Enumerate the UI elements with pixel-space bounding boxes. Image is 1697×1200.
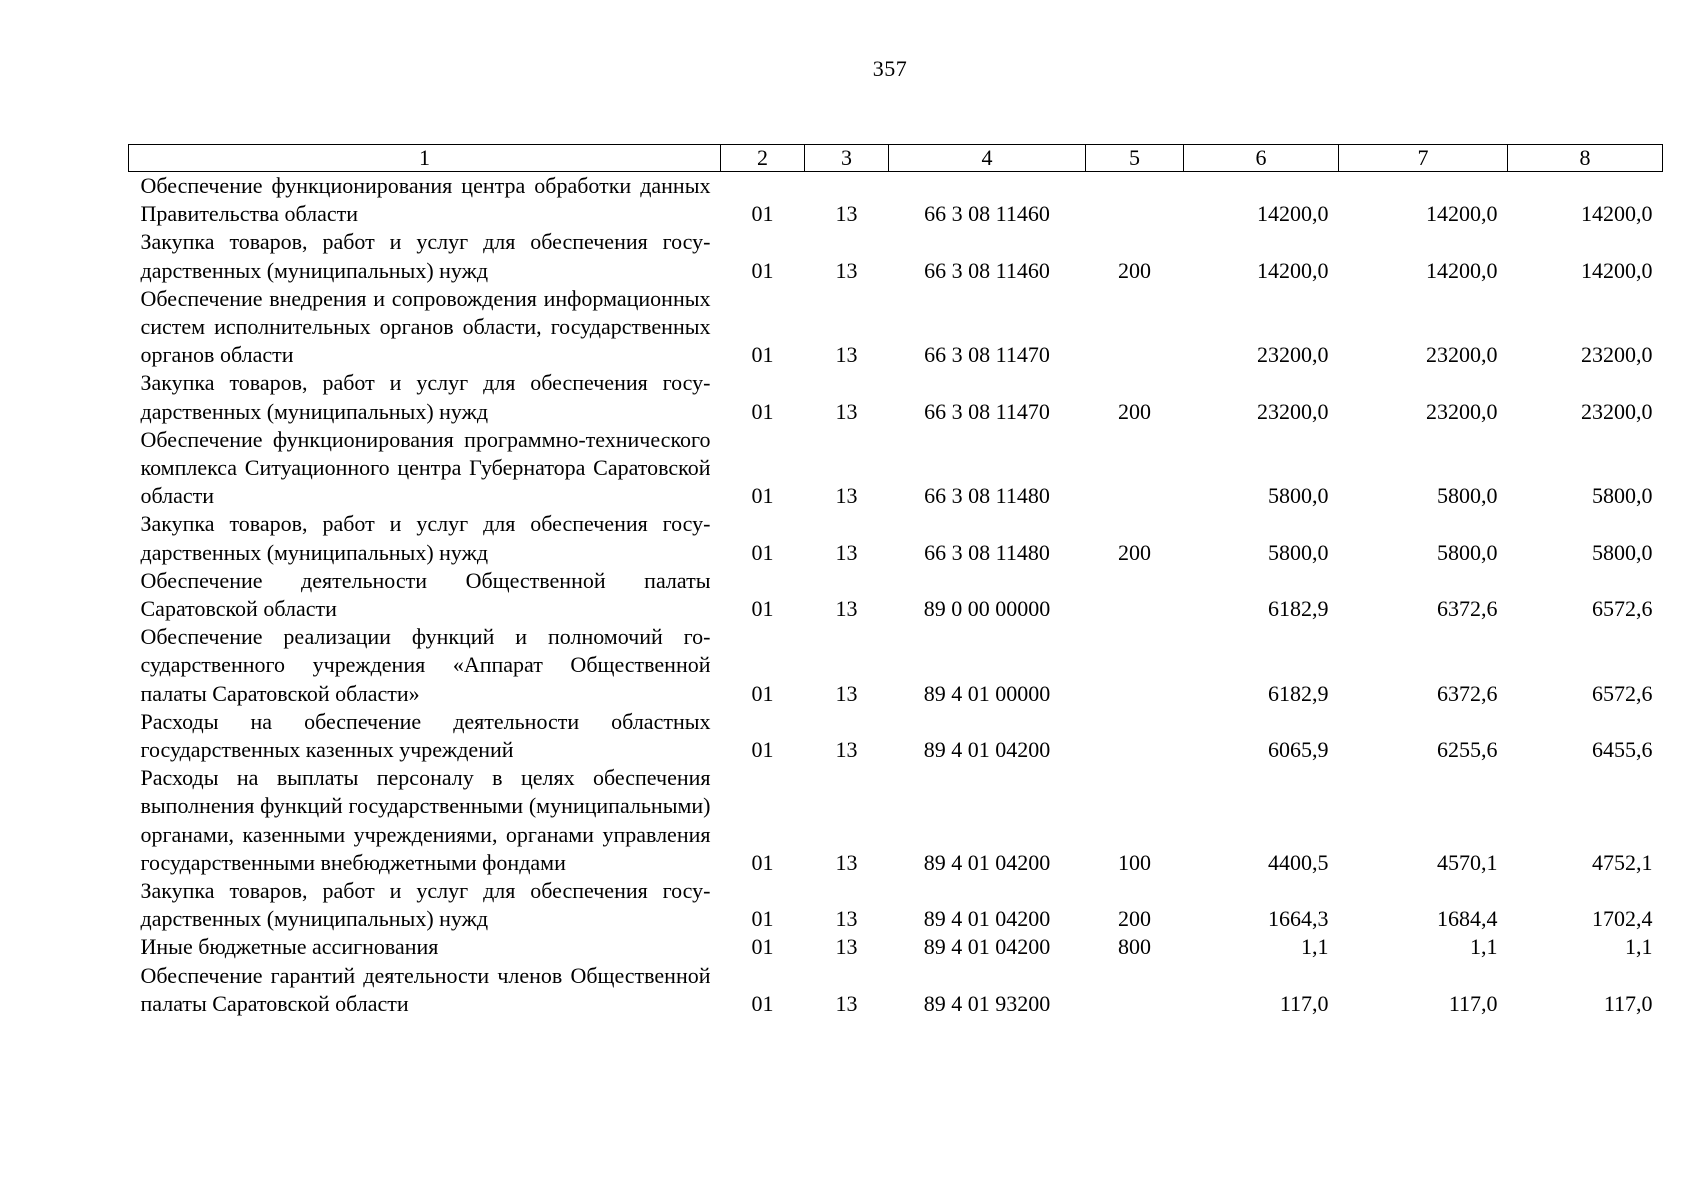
table-row	[129, 426, 1663, 511]
row-amount-col7: 1,1	[1470, 934, 1498, 960]
row-amount-col6: 117,0	[1279, 990, 1329, 1016]
row-amount-col6: 14200,0	[1257, 201, 1329, 227]
row-amount-col7: 6372,6	[1437, 680, 1498, 706]
row-expense-type: 100	[1118, 849, 1151, 875]
row-amount-col7: 23200,0	[1426, 398, 1498, 424]
row-target-article: 66 3 08 11480	[924, 483, 1050, 509]
row-expense-type	[1086, 426, 1184, 511]
row-subsection-code: 13	[835, 906, 858, 932]
row-amount-col6: 5800,0	[1268, 539, 1329, 565]
row-description: Закупка товаров, работ и услуг для обеспечения государственных (муниципальных) нужд	[140, 511, 711, 565]
table-row	[129, 369, 1663, 425]
column-header-4: 4	[889, 145, 1086, 172]
row-amount-col7: 23200,0	[1426, 342, 1498, 368]
row-expense-type: 800	[1118, 934, 1151, 960]
row-section-code: 01	[751, 398, 774, 424]
row-amount-col6: 14200,0	[1257, 257, 1329, 283]
row-amount-col7: 117,0	[1448, 990, 1498, 1016]
row-amount-col7: 6372,6	[1437, 596, 1498, 622]
row-amount-col8: 14200,0	[1581, 257, 1653, 283]
row-amount-col8: 5800,0	[1592, 483, 1653, 509]
row-section-code: 01	[751, 257, 774, 283]
row-description: Обеспечение функционирования центра обработки данных Правительства области	[140, 173, 711, 227]
row-subsection-code: 13	[835, 342, 858, 368]
row-section-code: 01	[751, 906, 774, 932]
row-target-article: 89 4 01 04200	[923, 737, 1051, 763]
row-amount-col7: 14200,0	[1426, 201, 1498, 227]
row-subsection-code: 13	[835, 990, 858, 1016]
row-subsection-code: 13	[835, 849, 858, 875]
row-expense-type: 200	[1118, 906, 1151, 932]
row-description: Закупка товаров, работ и услуг для обеспечения государственных (муниципальных) нужд	[140, 229, 711, 283]
table-row	[129, 285, 1663, 370]
row-target-article: 66 3 08 11470	[924, 342, 1050, 368]
row-amount-col8: 6572,6	[1592, 596, 1653, 622]
row-subsection-code: 13	[835, 680, 858, 706]
row-description: Закупка товаров, работ и услуг для обеспечения государственных (муниципальных) нужд	[140, 370, 711, 424]
row-amount-col8: 4752,1	[1592, 849, 1653, 875]
table-row	[129, 623, 1663, 708]
row-section-code: 01	[751, 539, 774, 565]
row-description: Обеспечение реализации функций и полномочий государственного учреждения «Аппарат Общественной палаты Саратовской области»	[140, 624, 711, 706]
row-expense-type	[1086, 567, 1184, 623]
row-section-code: 01	[751, 680, 774, 706]
column-header-5: 5	[1086, 145, 1184, 172]
row-target-article: 89 4 01 04200	[923, 906, 1051, 932]
row-amount-col6: 5800,0	[1268, 483, 1329, 509]
row-subsection-code: 13	[835, 483, 858, 509]
table-row	[129, 567, 1663, 623]
column-header-7: 7	[1339, 145, 1508, 172]
row-amount-col7: 1684,4	[1437, 906, 1498, 932]
row-section-code: 01	[751, 201, 774, 227]
column-header-1: 1	[129, 145, 721, 172]
table-row	[129, 933, 1663, 961]
row-section-code: 01	[751, 849, 774, 875]
page-number: 357	[872, 56, 908, 81]
row-description: Обеспечение деятельности Общественной палаты Саратовской области	[140, 567, 711, 622]
row-section-code: 01	[751, 483, 774, 509]
row-amount-col8: 1702,4	[1592, 906, 1653, 932]
row-subsection-code: 13	[835, 201, 858, 227]
row-amount-col6: 23200,0	[1257, 342, 1329, 368]
row-amount-col7: 14200,0	[1426, 257, 1498, 283]
row-subsection-code: 13	[835, 737, 858, 763]
table-row	[129, 708, 1663, 764]
row-description: Иные бюджетные ассигнования	[140, 934, 439, 960]
header-row	[129, 145, 1663, 172]
row-subsection-code: 13	[835, 596, 858, 622]
row-description: Обеспечение внедрения и сопровождения информационных систем исполнительных органов области, государственных органов области	[140, 285, 711, 368]
table-body	[129, 172, 1663, 1019]
row-amount-col7: 4570,1	[1437, 849, 1498, 875]
row-description: Расходы на обеспечение деятельности областных государственных казенных учреждений	[140, 708, 711, 763]
row-expense-type	[1086, 285, 1184, 370]
row-amount-col8: 14200,0	[1581, 201, 1653, 227]
row-amount-col6: 23200,0	[1257, 398, 1329, 424]
row-amount-col8: 23200,0	[1581, 342, 1653, 368]
table-row	[129, 962, 1663, 1018]
row-subsection-code: 13	[835, 257, 858, 283]
row-subsection-code: 13	[835, 934, 858, 960]
row-amount-col6: 4400,5	[1268, 849, 1329, 875]
row-description: Закупка товаров, работ и услуг для обеспечения государственных (муниципальных) нужд	[140, 878, 711, 932]
row-amount-col7: 6255,6	[1437, 737, 1498, 763]
row-amount-col7: 5800,0	[1437, 539, 1498, 565]
row-description: Обеспечение функционирования программно-технического комплекса Ситуационного центра Губернатора Саратовской области	[140, 426, 711, 509]
row-amount-col6: 1,1	[1301, 934, 1329, 960]
row-amount-col8: 1,1	[1625, 934, 1653, 960]
row-expense-type	[1086, 623, 1184, 708]
row-target-article: 89 4 01 93200	[923, 990, 1051, 1016]
row-expense-type: 200	[1118, 257, 1151, 283]
row-expense-type	[1086, 962, 1184, 1018]
row-target-article: 89 4 01 04200	[923, 849, 1051, 875]
row-amount-col8: 5800,0	[1592, 539, 1653, 565]
row-target-article: 89 0 00 00000	[923, 596, 1051, 622]
column-header-6: 6	[1184, 145, 1339, 172]
row-description: Обеспечение гарантий деятельности членов Общественной палаты Саратовской области	[140, 962, 711, 1016]
row-amount-col6: 6182,9	[1268, 680, 1329, 706]
row-expense-type: 200	[1118, 539, 1151, 565]
row-target-article: 66 3 08 11480	[924, 539, 1050, 565]
row-target-article: 66 3 08 11460	[924, 201, 1050, 227]
row-amount-col7: 5800,0	[1437, 483, 1498, 509]
row-amount-col8: 23200,0	[1581, 398, 1653, 424]
row-amount-col6: 1664,3	[1268, 906, 1329, 932]
row-target-article: 89 4 01 00000	[923, 680, 1051, 706]
row-target-article: 66 3 08 11470	[924, 398, 1050, 424]
row-section-code: 01	[751, 596, 774, 622]
table-row	[129, 172, 1663, 229]
row-amount-col6: 6182,9	[1268, 596, 1329, 622]
row-target-article: 66 3 08 11460	[924, 257, 1050, 283]
table-row	[129, 764, 1663, 877]
row-section-code: 01	[751, 737, 774, 763]
table-header	[129, 145, 1663, 172]
row-expense-type	[1086, 172, 1184, 229]
row-section-code: 01	[751, 990, 774, 1016]
column-header-8: 8	[1508, 145, 1663, 172]
row-subsection-code: 13	[835, 539, 858, 565]
row-description: Расходы на выплаты персоналу в целях обеспечения выполнения функций государственными (муниципальными) органами, казенными учреждениями, органами управления государственными внебюджетными фондами	[140, 765, 711, 875]
row-amount-col8: 6572,6	[1592, 680, 1653, 706]
column-header-2: 2	[721, 145, 805, 172]
row-expense-type	[1086, 708, 1184, 764]
table-row	[129, 510, 1663, 566]
row-amount-col6: 6065,9	[1268, 737, 1329, 763]
column-header-3: 3	[805, 145, 889, 172]
budget-table	[128, 144, 1663, 1018]
row-subsection-code: 13	[835, 398, 858, 424]
row-amount-col8: 6455,6	[1592, 737, 1653, 763]
row-expense-type: 200	[1118, 398, 1151, 424]
row-target-article: 89 4 01 04200	[923, 934, 1051, 960]
table-row	[129, 228, 1663, 284]
table-row	[129, 877, 1663, 933]
row-section-code: 01	[751, 934, 774, 960]
row-amount-col8: 117,0	[1603, 990, 1653, 1016]
row-section-code: 01	[751, 342, 774, 368]
